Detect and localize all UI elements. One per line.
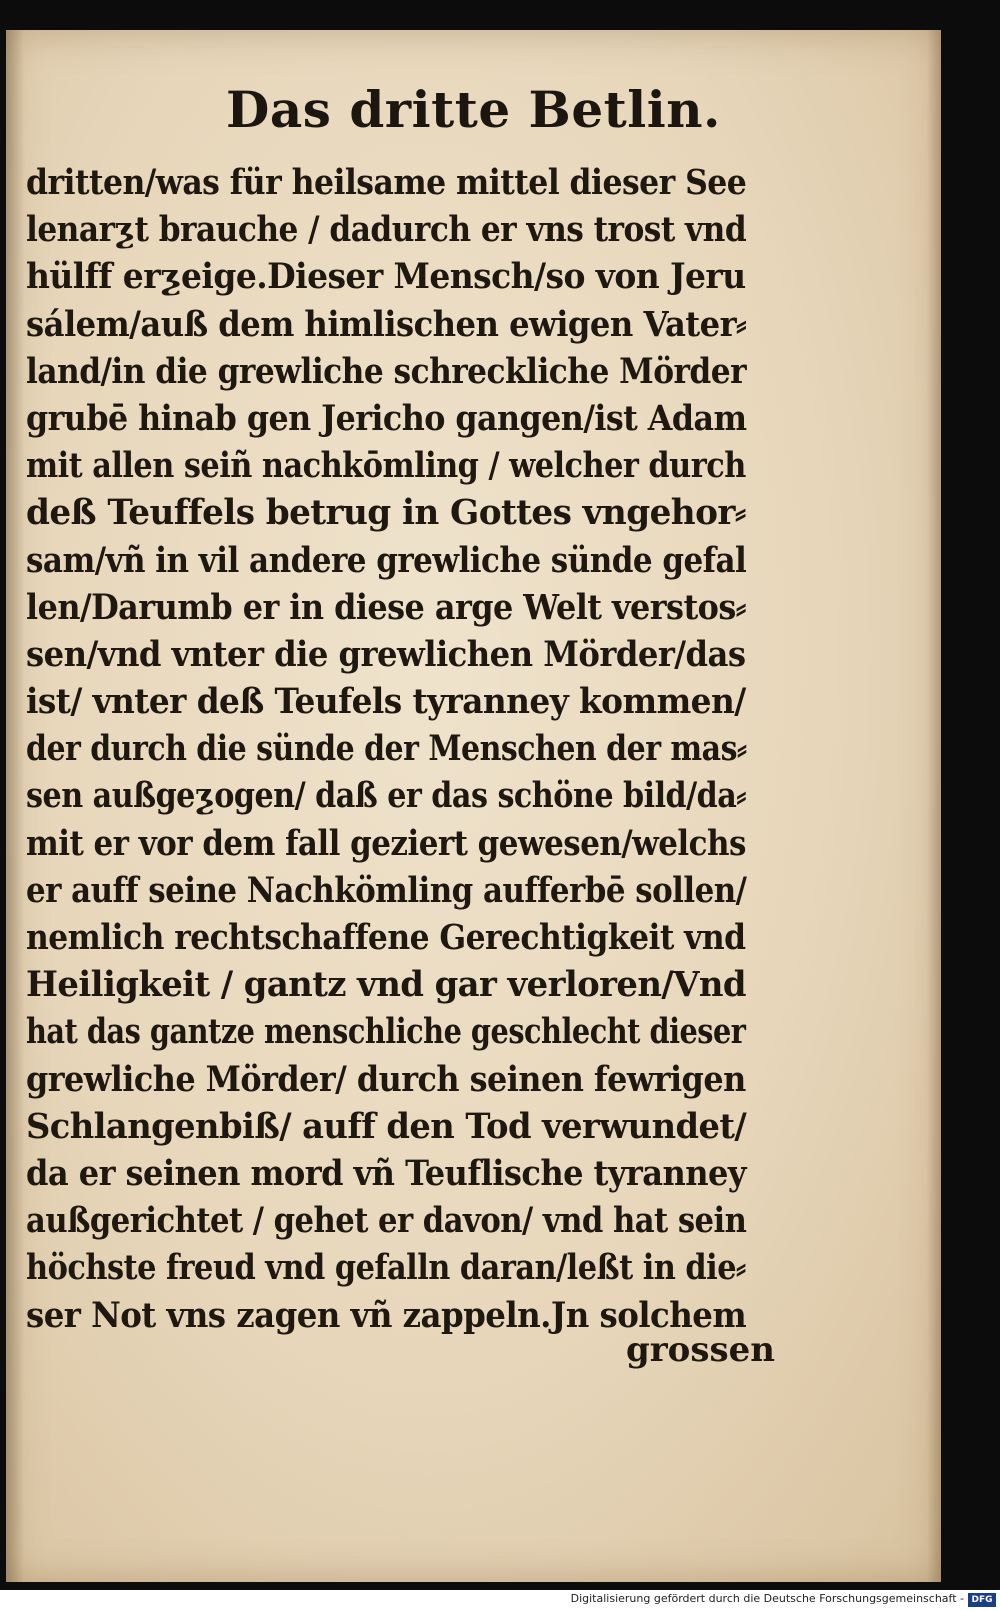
text-line: grubē hinab gen Jericho gangen/ist Adam	[26, 398, 747, 439]
book-page	[6, 30, 941, 1582]
text-line: dritten/was für heilsame mittel dieser See	[26, 163, 747, 203]
running-head: Das dritte Betlin.	[226, 80, 721, 139]
text-line: ist/ vnter deß Teufels tyranney kommen/	[26, 682, 746, 723]
text-line: mit allen seiñ nachkōmling / welcher durch	[26, 446, 746, 487]
text-line: sen/vnd vnter die grewlichen Mörder/das	[26, 634, 746, 675]
text-line: sam/vñ in vil andere grewliche sünde gefal	[26, 540, 747, 581]
footer-bar	[0, 1590, 1000, 1611]
text-line: sálem/auß dem himlischen ewigen Vater⸗	[26, 304, 747, 345]
dfg-logo: DFG	[968, 1593, 996, 1607]
text-line: er auff seine Nachkömling aufferbē sollen/	[26, 870, 747, 911]
text-line: land/in die grewliche schreckliche Mörder	[26, 351, 747, 392]
text-line: höchste freud vnd gefalln daran/leßt in die⸗	[26, 1248, 746, 1289]
catchword: grossen	[626, 1330, 775, 1370]
text-line: Schlangenbiß/ auff den Tod verwundet/	[26, 1106, 747, 1147]
text-line: grewliche Mörder/ durch seinen fewrigen	[26, 1059, 746, 1100]
body-text	[26, 160, 746, 1340]
text-line: ser Not vns zagen vñ zappeln.Jn solchem	[26, 1295, 747, 1336]
funding-credit: Digitalisierung gefördert durch die Deutsche Forschungsgemeinschaft -	[570, 1592, 964, 1605]
text-line: sen außgeƺogen/ daß er das schöne bild/da⸗	[26, 776, 746, 817]
text-line: da er seinen mord vñ Teuflische tyranney	[26, 1153, 746, 1194]
text-line: deß Teuffels betrug in Gottes vngehor⸗	[26, 493, 746, 534]
page-edge	[927, 30, 941, 1582]
text-line: lenarƺt brauche / dadurch er vns trost vnd	[26, 210, 747, 251]
text-line: hülff erƺeige.Dieser Mensch/so von Jeru	[26, 257, 746, 298]
page-gutter-shadow	[6, 30, 24, 1582]
text-line: len/Darumb er in diese arge Welt verstos⸗	[26, 587, 746, 628]
text-line: nemlich rechtschaffene Gerechtigkeit vnd	[26, 918, 746, 958]
text-line: hat das gantze menschliche geschlecht dieser	[26, 1012, 746, 1053]
text-line: Heiligkeit / gantz vnd gar verloren/Vnd	[26, 965, 747, 1006]
text-line: der durch die sünde der Menschen der mas⸗	[26, 729, 747, 770]
text-line: mit er vor dem fall geziert gewesen/welchs	[26, 823, 746, 864]
text-line: außgerichtet / gehet er davon/ vnd hat sein	[26, 1201, 747, 1242]
